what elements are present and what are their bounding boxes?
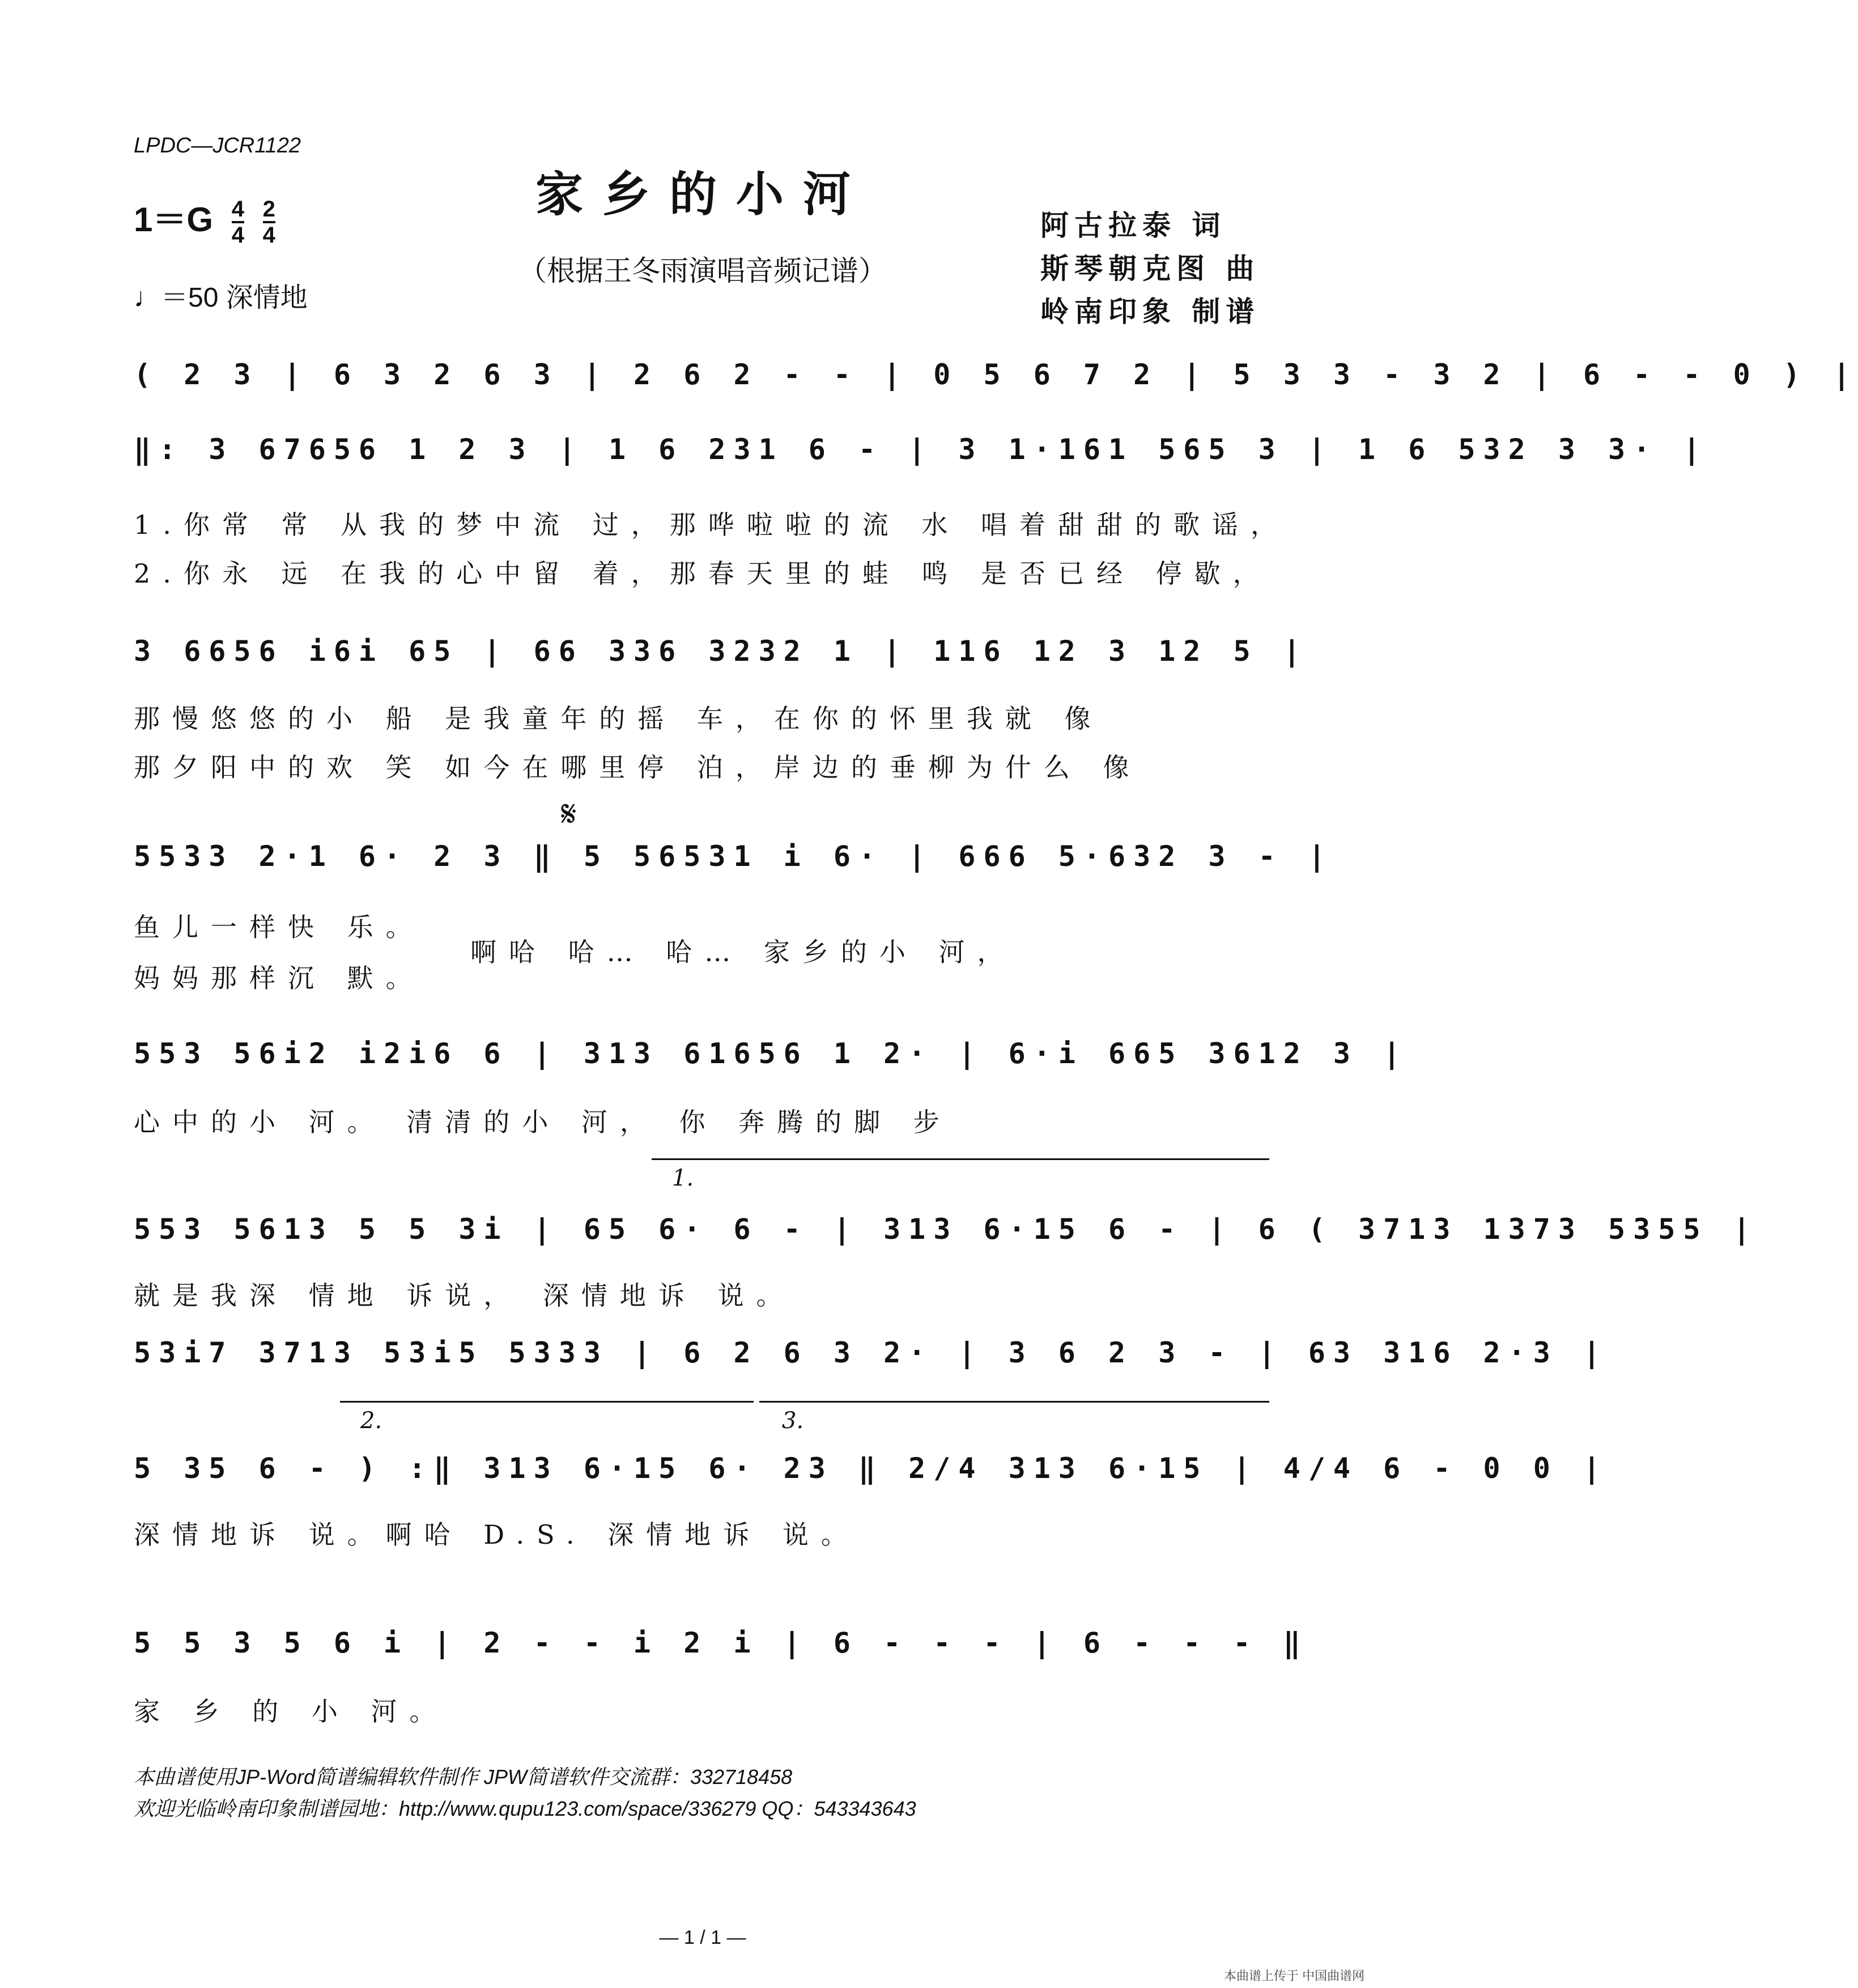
score-code: LPDC—JCR1122 — [134, 134, 301, 158]
system-3-notes: 3 6656 i6i 65 | 66 336 3232 1 | 116 12 3 12 5 | — [134, 635, 1308, 668]
system-6-lyric-1: 就是我深 情地 诉说， 深情地诉 说。 — [134, 1280, 795, 1311]
system-5-notes: 553 56i2 i2i6 6 | 313 61656 1 2· | 6·i 665 3612 3 | — [134, 1037, 1409, 1070]
volta-2-bracket — [340, 1401, 754, 1403]
system-8-notes: 5 35 6 - ) :‖ 313 6·15 6· 23 ‖ 2/4 313 6·15 | 4/4 6 - 0 0 | — [134, 1452, 1609, 1485]
footer-line-1: 本曲谱使用JP-Word简谱编辑软件制作 JPW简谱软件交流群：332718458 — [134, 1765, 793, 1789]
lyricist: 阿古拉泰 词 — [1040, 209, 1226, 242]
song-subtitle: （根据王冬雨演唱音频记谱） — [518, 254, 887, 287]
system-1-notes: ( 2 3 | 6 3 2 6 3 | 2 6 2 - - | 0 5 6 7 2 | 5 3 3 - 3 2 | 6 - - 0 ) | — [134, 358, 1858, 391]
arranger: 岭南印象 制谱 — [1040, 295, 1260, 328]
system-4-notes: 5533 2·1 6· 2 3 ‖ 5 56531 i 6· | 666 5·632 3 - | — [134, 840, 1333, 873]
system-8-lyric-1: 深情地诉 说。啊哈 D.S. 深情地诉 说。 — [134, 1519, 860, 1550]
composer: 斯琴朝克图 曲 — [1040, 252, 1260, 285]
system-3-lyric-1: 那慢悠悠的小 船 是我童年的摇 车，在你的怀里我就 像 — [134, 703, 1103, 734]
volta-3-label: 3. — [782, 1408, 804, 1434]
footer-line-2: 欢迎光临岭南印象制谱园地：http://www.qupu123.com/space/336279 QQ：543343643 — [134, 1797, 916, 1820]
site-watermark: 本曲谱上传于 中国曲谱网 — [1224, 1969, 1365, 1983]
system-7-notes: 53i7 3713 53i5 5333 | 6 2 6 3 2· | 3 6 2 3 - | 63 316 2·3 | — [134, 1336, 1609, 1369]
system-6-notes: 553 5613 5 5 3i | 65 6· 6 - | 313 6·15 6 - | 6 ( 3713 1373 5355 | — [134, 1213, 1758, 1246]
time-signature-a: $\frac{4}{4}$ — [231, 197, 244, 248]
system-4-lyric-1: 鱼儿一样快 乐。 — [134, 912, 424, 942]
page-number: — 1 / 1 — — [659, 1927, 746, 1948]
credits — [1040, 204, 1260, 333]
system-5-lyric-1: 心中的小 河。 清清的小 河， 你 奔腾的脚 步 — [134, 1107, 952, 1137]
tempo-marking: ♩＝50 深情地 — [134, 283, 308, 313]
time-signature-b: $\frac{2}{4}$ — [262, 197, 275, 248]
system-3-lyric-2: 那夕阳中的欢 笑 如今在哪里停 泊，岸边的垂柳为什么 像 — [134, 752, 1142, 783]
volta-3-bracket — [759, 1401, 1269, 1403]
volta-2-label: 2. — [360, 1408, 382, 1434]
segno-sign: 𝄋 — [561, 793, 577, 835]
song-title: 家乡的小河 — [535, 166, 870, 222]
system-4-lyric-2: 妈妈那样沉 默。 — [134, 963, 424, 993]
key-signature — [134, 193, 275, 247]
volta-1-bracket — [652, 1158, 1269, 1160]
system-9-lyric-1: 家 乡 的 小 河。 — [134, 1696, 448, 1727]
key-label: 1＝G — [134, 201, 214, 239]
system-2-lyric-2: 2.你永 远 在我的心中留 着，那春天里的蛙 鸣 是否已经 停歇， — [134, 558, 1272, 589]
system-4-lyric-side: 啊哈 哈… 哈… 家乡的小 河， — [470, 937, 1016, 967]
system-2-notes: ‖: 3 67656 1 2 3 | 1 6 231 6 - | 3 1·161 565 3 | 1 6 532 3 3· | — [134, 433, 1708, 466]
volta-1-label: 1. — [672, 1165, 694, 1191]
system-2-lyric-1: 1.你常 常 从我的梦中流 过，那哗啦啦的流 水 唱着甜甜的歌谣， — [134, 509, 1289, 540]
system-9-notes: 5 5 3 5 6 i | 2 - - i 2 i | 6 - - - | 6 - - - ‖ — [134, 1626, 1308, 1659]
